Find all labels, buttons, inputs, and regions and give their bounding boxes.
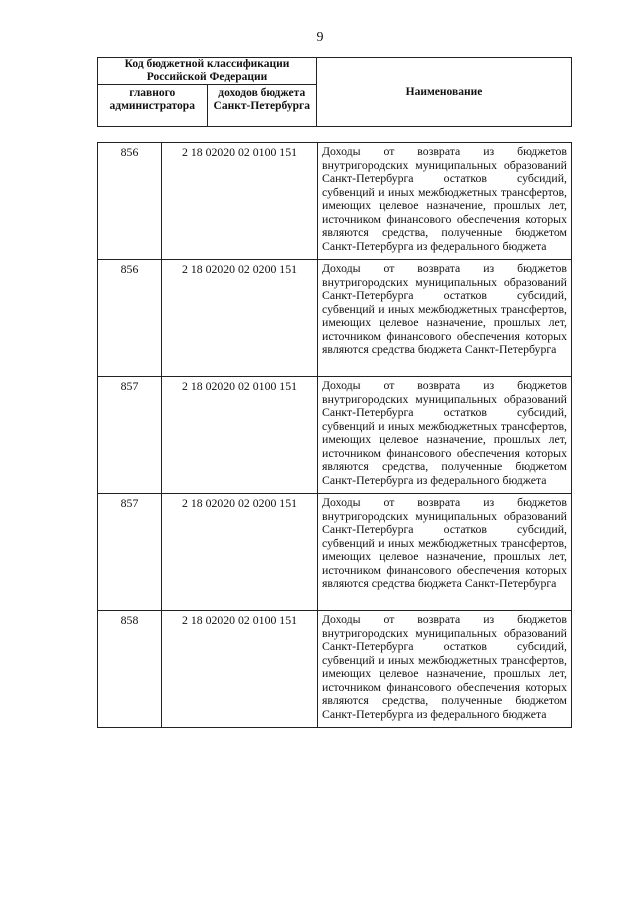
table-header (97, 57, 572, 127)
table-body (97, 142, 572, 728)
header-classification-code: Код бюджетной классификации Российской Федерации (98, 58, 317, 85)
admin-code: 856 (98, 143, 162, 260)
table-row (98, 377, 572, 494)
revenue-name: Доходы от возврата из бюджетов внутригородских муниципальных образований Санкт-Петербурга остатков субсидий, субвенций и иных межбюджетных трансфертов, имеющих целевое назначение, прошлых лет, источником финансового обеспечения которых являются средства, полученные бюджетом Санкт-Петербурга из федерального бюджета (318, 143, 572, 260)
revenue-name: Доходы от возврата из бюджетов внутригородских муниципальных образований Санкт-Петербурга остатков субсидий, субвенций и иных межбюджетных трансфертов, имеющих целевое назначение, прошлых лет, источником финансового обеспечения которых являются средства бюджета Санкт-Петербурга (318, 260, 572, 377)
header-revenue: доходов бюджета Санкт-Петербурга (207, 85, 317, 127)
table-row (98, 260, 572, 377)
revenue-code: 2 18 02020 02 0200 151 (162, 260, 318, 377)
revenue-name: Доходы от возврата из бюджетов внутригородских муниципальных образований Санкт-Петербурга остатков субсидий, субвенций и иных межбюджетных трансфертов, имеющих целевое назначение, прошлых лет, источником финансового обеспечения которых являются средства бюджета Санкт-Петербурга (318, 494, 572, 611)
table-row (98, 611, 572, 728)
admin-code: 857 (98, 377, 162, 494)
revenue-name: Доходы от возврата из бюджетов внутригородских муниципальных образований Санкт-Петербурга остатков субсидий, субвенций и иных межбюджетных трансфертов, имеющих целевое назначение, прошлых лет, источником финансового обеспечения которых являются средства, полученные бюджетом Санкт-Петербурга из федерального бюджета (318, 611, 572, 728)
admin-code: 857 (98, 494, 162, 611)
admin-code: 858 (98, 611, 162, 728)
admin-code: 856 (98, 260, 162, 377)
table-row (98, 494, 572, 611)
revenue-code: 2 18 02020 02 0100 151 (162, 143, 318, 260)
header-name: Наименование (317, 58, 572, 127)
page-number: 9 (316, 30, 324, 45)
header-admin: главного администратора (98, 85, 208, 127)
revenue-code: 2 18 02020 02 0100 151 (162, 377, 318, 494)
table-row (98, 143, 572, 260)
revenue-name: Доходы от возврата из бюджетов внутригородских муниципальных образований Санкт-Петербурга остатков субсидий, субвенций и иных межбюджетных трансфертов, имеющих целевое назначение, прошлых лет, источником финансового обеспечения которых являются средства, полученные бюджетом Санкт-Петербурга из федерального бюджета (318, 377, 572, 494)
revenue-code: 2 18 02020 02 0100 151 (162, 611, 318, 728)
revenue-code: 2 18 02020 02 0200 151 (162, 494, 318, 611)
